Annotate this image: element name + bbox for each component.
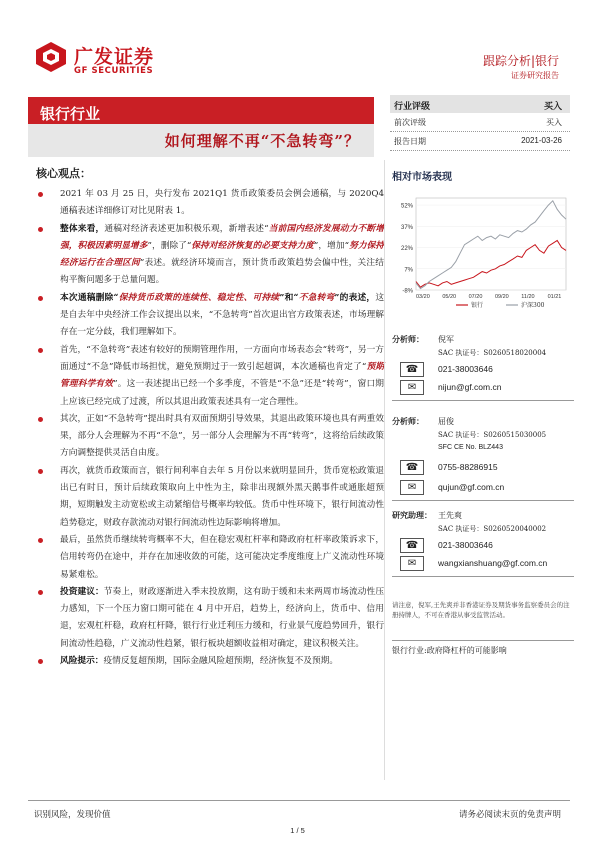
analyst-name: 王先爽 [438, 511, 462, 520]
analyst-phone: 0755-88286915 [438, 462, 498, 472]
footer-divider [28, 800, 570, 801]
legend-label: 银行 [471, 302, 484, 309]
analyst-sac: SAC 执证号：S0260518020004 [438, 349, 547, 357]
divider [392, 576, 574, 577]
footer-disclaimer: 请务必阅读末页的免责声明 [458, 810, 561, 820]
relative-performance-chart [392, 190, 572, 310]
rating-head [390, 95, 570, 113]
bullet-text: 保持对经济恢复的必要支持力度 [191, 240, 314, 251]
related-report[interactable]: 银行行业:政府降杠杆的可能影响 [392, 640, 574, 656]
analyst-label: 研究助理： [392, 510, 432, 520]
divider [392, 500, 574, 501]
analyst-label: 分析师： [392, 416, 424, 426]
x-tick-label: 11/20 [521, 294, 535, 300]
bullet-text: ”表述。就经济环境而言，预计货币政策趋势会偏中性，关注结构平衡问题多于总量问题。 [60, 258, 384, 286]
bullet-text: 2021 年 03 月 25 日，央行发布 2021Q1 货币政策委员会例会通稿，与 2020Q4 通稿表述详细修订对比见附表 1。 [60, 189, 384, 217]
gf-logo-icon [34, 40, 68, 74]
report-subtype: 证券研究报告 [511, 71, 559, 80]
column-divider [384, 160, 385, 780]
rating-row [390, 132, 570, 151]
report-type: 跟踪分析|银行 [482, 54, 559, 68]
bullet-dot-icon [38, 227, 43, 232]
title-band [28, 124, 374, 157]
x-tick-label: 01/21 [547, 294, 562, 300]
analyst-email[interactable]: wangxianshuang@gf.com.cn [438, 558, 548, 568]
phone-icon: ☎ [400, 460, 424, 475]
bullet-dot-icon [38, 469, 43, 474]
bullet-text: 风险提示： [60, 656, 104, 667]
phone-icon: ☎ [400, 362, 424, 377]
core-view-title: 核心观点： [36, 167, 91, 180]
analyst-sac: SAC 执证号：S0260520040002 [438, 525, 547, 533]
analyst-email[interactable]: nijun@gf.com.cn [438, 382, 502, 392]
divider [392, 400, 574, 401]
bullet-text: ”，增加“ [313, 240, 350, 251]
bullet-item [38, 186, 384, 221]
bullet-list [38, 186, 384, 670]
disclaimer: 请注意，倪军,王先爽并非香港证券及期货事务监察委员会的注册持牌人，不可在香港从事受监管活动。 [392, 601, 570, 619]
analyst-label: 分析师： [392, 334, 424, 344]
bullet-dot-icon [38, 590, 43, 595]
y-tick-label: 37% [400, 224, 413, 231]
sector-title: 银行行业 [40, 105, 101, 123]
analyst-name: 屈俊 [438, 417, 454, 426]
bullet-text: 预期管理科学有效 [60, 361, 384, 390]
series-line-hs300 [416, 201, 566, 289]
analyst-name: 倪军 [438, 335, 454, 344]
email-icon: ✉ [400, 480, 424, 495]
bullet-dot-icon [38, 192, 43, 197]
bullet-text: 当前国内经济发展动力不断增强，积极因素明显增多 [60, 223, 385, 251]
y-tick-label: -8% [402, 288, 413, 295]
bullet-text: ”，删除了“ [147, 240, 192, 251]
analyst-email[interactable]: qujun@gf.com.cn [438, 482, 505, 492]
x-tick-label: 09/20 [494, 294, 509, 300]
bullet-text: 疫情反复超预期，国际金融风险超预期，经济恢复不及预期。 [103, 656, 338, 667]
bullet-text: 首先，“不急转弯”表述有较好的预期管理作用，一方面向市场表态会“转弯”，另一方面通过“不急”降低市场担忧，避免预期过于一致引起超调，本次通稿也肯定了“ [60, 344, 384, 372]
rating-head-label: 行业评级 [394, 102, 431, 112]
y-tick-label: 52% [400, 203, 413, 210]
bullet-item [38, 463, 384, 532]
x-tick-label: 05/20 [442, 294, 457, 300]
logo [34, 40, 174, 84]
email-icon: ✉ [400, 380, 424, 395]
bullet-text: 再次，就货币政策而言，银行间利率自去年 5 月份以来就明显回升，货币宽松政策退出已有时日，预计后续政策取向上中性为主，除非出现额外黑天鹅事件或通胀超预期，短期触发主动宽松或主动紧缩信号概率均较低。货币中性环境下，银行间流动性趋势稳定，财政存款流动对银行间流动性边际影响将增加。 [60, 465, 384, 528]
bullet-text: ”。这一表述提出已经一个多季度，不管是“不急”还是“转弯”，窗口期上应该已经完成了过渡，所以其退出政策表述具有一定合理性。 [60, 379, 384, 407]
bullet-item [38, 653, 384, 670]
analyst-card [392, 510, 574, 594]
bullet-text: ”和“ [279, 292, 299, 303]
bullet-text: 最后，虽然货币继续转弯概率不大，但在稳宏观杠杆率和降政府杠杆率政策诉求下，信用转弯仍在途中，并存在加速收敛的可能，这可能决定季度维度上广义流动性环境易紧难松。 [60, 534, 384, 580]
rating-row-value: 买入 [546, 118, 562, 127]
y-tick-label: 22% [400, 246, 413, 253]
bullet-text: 其次，正如“不急转弯”提出时具有双面预期引导效果，其退出政策环境也具有两重效果，部分人会理解为不再“不急”，另一部分人会理解为不再“转弯”，这将给后续政策方向调整提供灵活自由度。 [60, 413, 384, 459]
email-icon: ✉ [400, 556, 424, 571]
analyst-phone: 021-38003646 [438, 540, 493, 550]
brand-name-en: GF SECURITIES [74, 66, 154, 76]
bullet-text: 不急转弯 [298, 292, 335, 303]
bullet-text: 这是自去年中央经济工作会议提出以来，“不急转弯”首次退出官方政策表述，市场理解存在一定分歧，我们理解如下。 [60, 292, 385, 338]
bullet-dot-icon [38, 296, 43, 301]
bullet-dot-icon [38, 538, 43, 543]
footer-slogan: 识别风险，发现价值 [34, 810, 111, 820]
analyst-card [392, 334, 574, 418]
page-number: 1 / 5 [290, 826, 305, 835]
rating-head-value: 买入 [543, 102, 562, 112]
bullet-item [38, 532, 384, 584]
analyst-sfc: SFC CE No. BLZ443 [438, 444, 503, 451]
rating-row-value: 2021-03-26 [521, 136, 562, 145]
analyst-sac: SAC 执证号：S0260515030005 [438, 431, 547, 439]
report-title: 如何理解不再“不急转弯”？ [164, 132, 360, 150]
brand-name: 广发证券 [74, 46, 155, 68]
rating-table [390, 95, 570, 151]
bullet-text: 通稿对经济表述更加积极乐观，新增表述“ [104, 223, 269, 234]
bullet-item [38, 411, 384, 463]
bullet-text: 努力保持经济运行在合理区间 [60, 240, 385, 269]
analyst-card [392, 416, 574, 516]
bullet-item [38, 290, 384, 342]
rating-row-label: 前次评级 [394, 118, 426, 127]
x-tick-label: 07/20 [468, 294, 483, 300]
analyst-phone: 021-38003646 [438, 364, 493, 374]
bullet-dot-icon [38, 348, 43, 353]
phone-icon: ☎ [400, 538, 424, 553]
rating-row [390, 113, 570, 132]
legend-label: 沪深300 [521, 302, 545, 309]
bullet-dot-icon [38, 659, 43, 664]
bullet-item [38, 342, 384, 411]
bullet-item [38, 584, 384, 653]
y-tick-label: 7% [404, 267, 413, 274]
chart-title: 相对市场表现 [392, 172, 452, 183]
bullet-text: 保持货币政策的连续性、稳定性、可持续 [118, 292, 280, 303]
bullet-text: 投资建议： [60, 586, 104, 597]
bullet-text: 本次通稿删除“ [60, 292, 119, 303]
rating-row-label: 报告日期 [394, 137, 426, 146]
bullet-text: ”的表述， [334, 292, 376, 303]
bullet-text: 节奏上，财政逐渐进入季末投放期，这有助于缓和未来两周市场流动性压力感知，下一个压力窗口期可能在 4 月中开启，趋势上，经济向上，货币中、信用退，宏观杠杆稳，政府杠杆降，银行行业迁利压力缓和，行业景气度趋势回升，银行间流动性趋稳，广义流动性趋紧，银行板块超额收益相对确定，建议积极关注。 [60, 586, 385, 649]
bullet-text: 整体来看， [60, 223, 105, 234]
bullet-item [38, 221, 384, 290]
x-tick-label: 03/20 [416, 294, 430, 300]
bullet-dot-icon [38, 417, 43, 422]
